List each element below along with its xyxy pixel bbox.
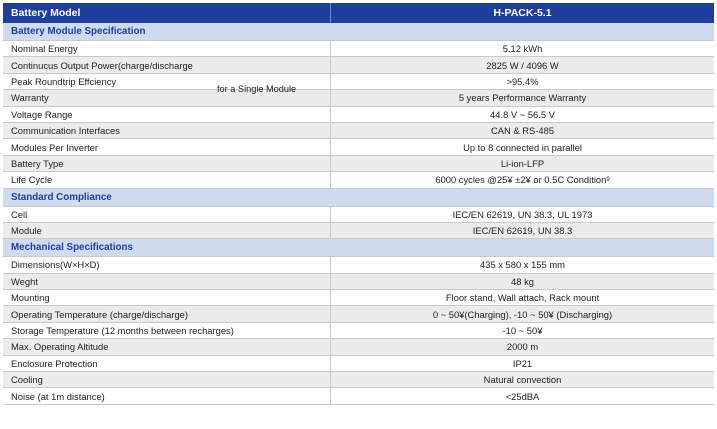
row-value	[330, 372, 714, 387]
row-label: Life Cycle	[11, 174, 53, 186]
table-row	[3, 74, 714, 90]
row-label: Peak Roundtrip Effciency	[11, 75, 117, 87]
row-label: Max. Operating Altitude	[11, 341, 109, 353]
row-value-text: 435 x 580 x 155 mm	[480, 259, 565, 271]
single-module-note: for a Single Module	[217, 84, 297, 94]
row-value-text: 6000 cycles @25¥ ±2¥ or 0.5C Condition	[435, 174, 607, 186]
row-value	[330, 172, 714, 187]
row-value-text: Li-ion-LFP	[500, 157, 545, 169]
table-row	[3, 207, 714, 223]
row-value	[330, 90, 714, 105]
table-header	[3, 3, 714, 23]
row-value-text: 2000 m	[506, 341, 539, 353]
row-value-text: IEC/EN 62619, UN 38.3, UL 1973	[452, 208, 593, 220]
row-label: Enclosure Protection	[11, 357, 98, 369]
row-value	[330, 107, 714, 122]
row-value	[330, 139, 714, 154]
row-value-text: 5.12 kWh	[502, 43, 543, 55]
table-row	[3, 156, 714, 172]
row-value	[330, 207, 714, 222]
row-value	[330, 306, 714, 321]
table-row	[3, 123, 714, 139]
row-value	[330, 388, 714, 403]
row-label: Storage Temperature (12 months between recharges)	[11, 325, 234, 337]
row-value	[330, 323, 714, 338]
table-row	[3, 41, 714, 57]
row-value-text: Up to 8 connected in parallel	[463, 141, 582, 153]
table-row	[3, 223, 714, 239]
row-value	[330, 57, 714, 72]
row-label: Nominal Energy	[11, 43, 78, 55]
row-label: Continucus Output Power(charge/discharge	[11, 59, 193, 71]
row-value-text: 5 years Performance Warranty	[458, 92, 587, 104]
table-row	[3, 306, 714, 322]
row-label: Cooling	[11, 374, 43, 386]
row-value	[330, 223, 714, 238]
row-label: Battery Type	[11, 157, 64, 169]
header-model-value: H-PACK-5.1	[330, 3, 714, 23]
table-row	[3, 274, 714, 290]
spec-table	[3, 3, 714, 405]
table-row	[3, 290, 714, 306]
row-label: Mounting	[11, 292, 50, 304]
table-row	[3, 323, 714, 339]
row-label: Communication Interfaces	[11, 125, 120, 137]
table-row	[3, 172, 714, 188]
row-label: Weght	[11, 275, 38, 287]
row-value-text: >95.4%	[506, 75, 539, 87]
row-label: Noise (at 1m distance)	[11, 390, 105, 402]
row-label: Warranty	[11, 92, 49, 104]
row-value-text: <25dBA	[505, 390, 540, 402]
row-value-text: 0 ~ 50¥(Charging), -10 ~ 50¥ (Discharging)	[432, 308, 613, 320]
row-value	[330, 156, 714, 171]
row-value	[330, 257, 714, 272]
row-label: Voltage Range	[11, 108, 73, 120]
section-title: Mechanical Specifications	[3, 239, 714, 257]
row-value	[330, 41, 714, 56]
section-title: Battery Module Specification	[3, 23, 714, 41]
row-label: Cell	[11, 208, 28, 220]
table-row	[3, 139, 714, 155]
table-row	[3, 57, 714, 73]
table-row	[3, 107, 714, 123]
header-model-label: Battery Model	[11, 7, 81, 19]
table-body	[3, 23, 714, 405]
row-value-text: CAN & RS-485	[490, 125, 555, 137]
row-value	[330, 74, 714, 89]
row-label: Dimensions(W×H×D)	[11, 259, 100, 271]
row-value-text: 2825 W / 4096 W	[486, 59, 559, 71]
footnote-marker: 9	[606, 176, 610, 183]
table-row	[3, 90, 714, 106]
table-row	[3, 257, 714, 273]
row-value-text: 44.8 V ~ 56.5 V	[490, 108, 555, 120]
table-row	[3, 388, 714, 404]
row-label: Module	[11, 225, 42, 237]
section-title: Standard Compliance	[3, 189, 714, 207]
table-row	[3, 356, 714, 372]
row-value-text: -10 ~ 50¥	[502, 325, 543, 337]
row-value-text: IP21	[512, 357, 533, 369]
row-value	[330, 290, 714, 305]
table-row	[3, 339, 714, 355]
row-value	[330, 356, 714, 371]
row-value-text: 48 kg	[511, 275, 534, 287]
row-value-text: Natural convection	[483, 374, 562, 386]
row-value	[330, 123, 714, 138]
row-value-text: Floor stand, Wall attach, Rack mount	[445, 292, 600, 304]
row-value-text: IEC/EN 62619, UN 38.3	[472, 225, 573, 237]
row-value	[330, 339, 714, 354]
row-label: Modules Per Inverter	[11, 141, 99, 153]
row-value	[330, 274, 714, 289]
row-label: Operating Temperature (charge/discharge)	[11, 308, 189, 320]
table-row	[3, 372, 714, 388]
